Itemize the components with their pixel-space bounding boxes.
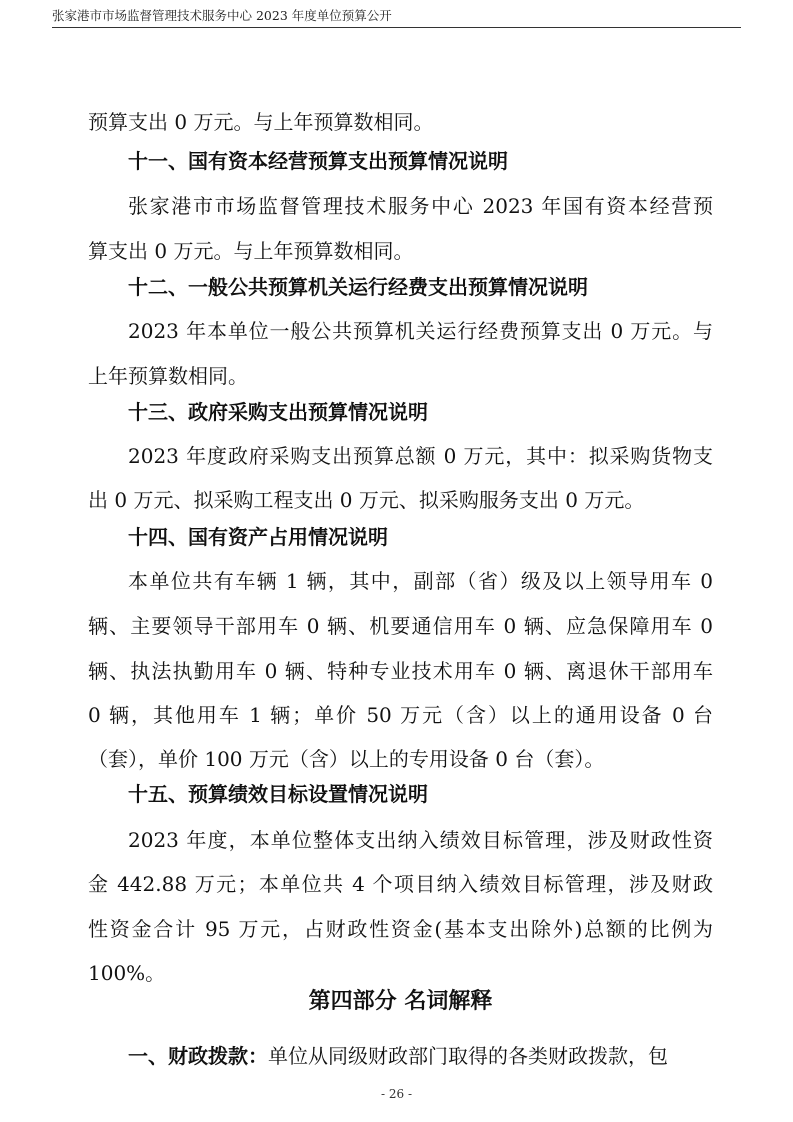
paragraph-line: （套），单价 100 万元（含）以上的专用设备 0 台（套）。 — [88, 747, 605, 771]
page-number: - 26 - — [380, 1087, 412, 1101]
paragraph-line: 性资金合计 95 万元，占财政性资金(基本支出除外)总额的比例为 — [88, 917, 713, 941]
paragraph-line: 金 442.88 万元；本单位共 4 个项目纳入绩效目标管理，涉及财政 — [88, 872, 713, 896]
paragraph-line: 出 0 万元、拟采购工程支出 0 万元、拟采购服务支出 0 万元。 — [88, 488, 645, 512]
term-line — [128, 1042, 713, 1070]
section-heading-11: 十一、国有资本经营预算支出预算情况说明 — [128, 149, 508, 173]
paragraph-line: 2023 年度，本单位整体支出纳入绩效目标管理，涉及财政性资 — [128, 828, 713, 852]
term-text: 单位从同级财政部门取得的各类财政拨款，包 — [268, 1044, 668, 1068]
running-header: 张家港市市场监督管理技术服务中心 2023 年度单位预算公开 — [52, 8, 392, 23]
paragraph-line: 辆、执法执勤用车 0 辆、特种专业技术用车 0 辆、离退休干部用车 — [88, 659, 713, 683]
paragraph-line: 100%。 — [88, 961, 166, 985]
part-title: 第四部分 名词解释 — [308, 988, 493, 1014]
paragraph-line: 2023 年本单位一般公共预算机关运行经费预算支出 0 万元。与 — [128, 319, 713, 343]
paragraph-line: 算支出 0 万元。与上年预算数相同。 — [88, 239, 414, 263]
paragraph-line: 本单位共有车辆 1 辆，其中，副部（省）级及以上领导用车 0 — [128, 569, 713, 593]
paragraph-line: 辆、主要领导干部用车 0 辆、机要通信用车 0 辆、应急保障用车 0 — [88, 614, 713, 638]
section-heading-14: 十四、国有资产占用情况说明 — [128, 525, 388, 549]
paragraph-line: 上年预算数相同。 — [88, 364, 248, 388]
section-heading-15: 十五、预算绩效目标设置情况说明 — [128, 782, 428, 806]
term-lead: 一、财政拨款： — [128, 1044, 268, 1068]
paragraph-line: 2023 年度政府采购支出预算总额 0 万元，其中：拟采购货物支 — [128, 444, 713, 468]
paragraph-line: 预算支出 0 万元。与上年预算数相同。 — [88, 110, 434, 134]
section-heading-13: 十三、政府采购支出预算情况说明 — [128, 400, 428, 424]
section-heading-12: 十二、一般公共预算机关运行经费支出预算情况说明 — [128, 275, 588, 299]
paragraph-line: 张家港市市场监督管理技术服务中心 2023 年国有资本经营预 — [128, 194, 713, 218]
paragraph-line: 0 辆，其他用车 1 辆；单价 50 万元（含）以上的通用设备 0 台 — [88, 703, 713, 727]
header-rule — [52, 27, 741, 28]
